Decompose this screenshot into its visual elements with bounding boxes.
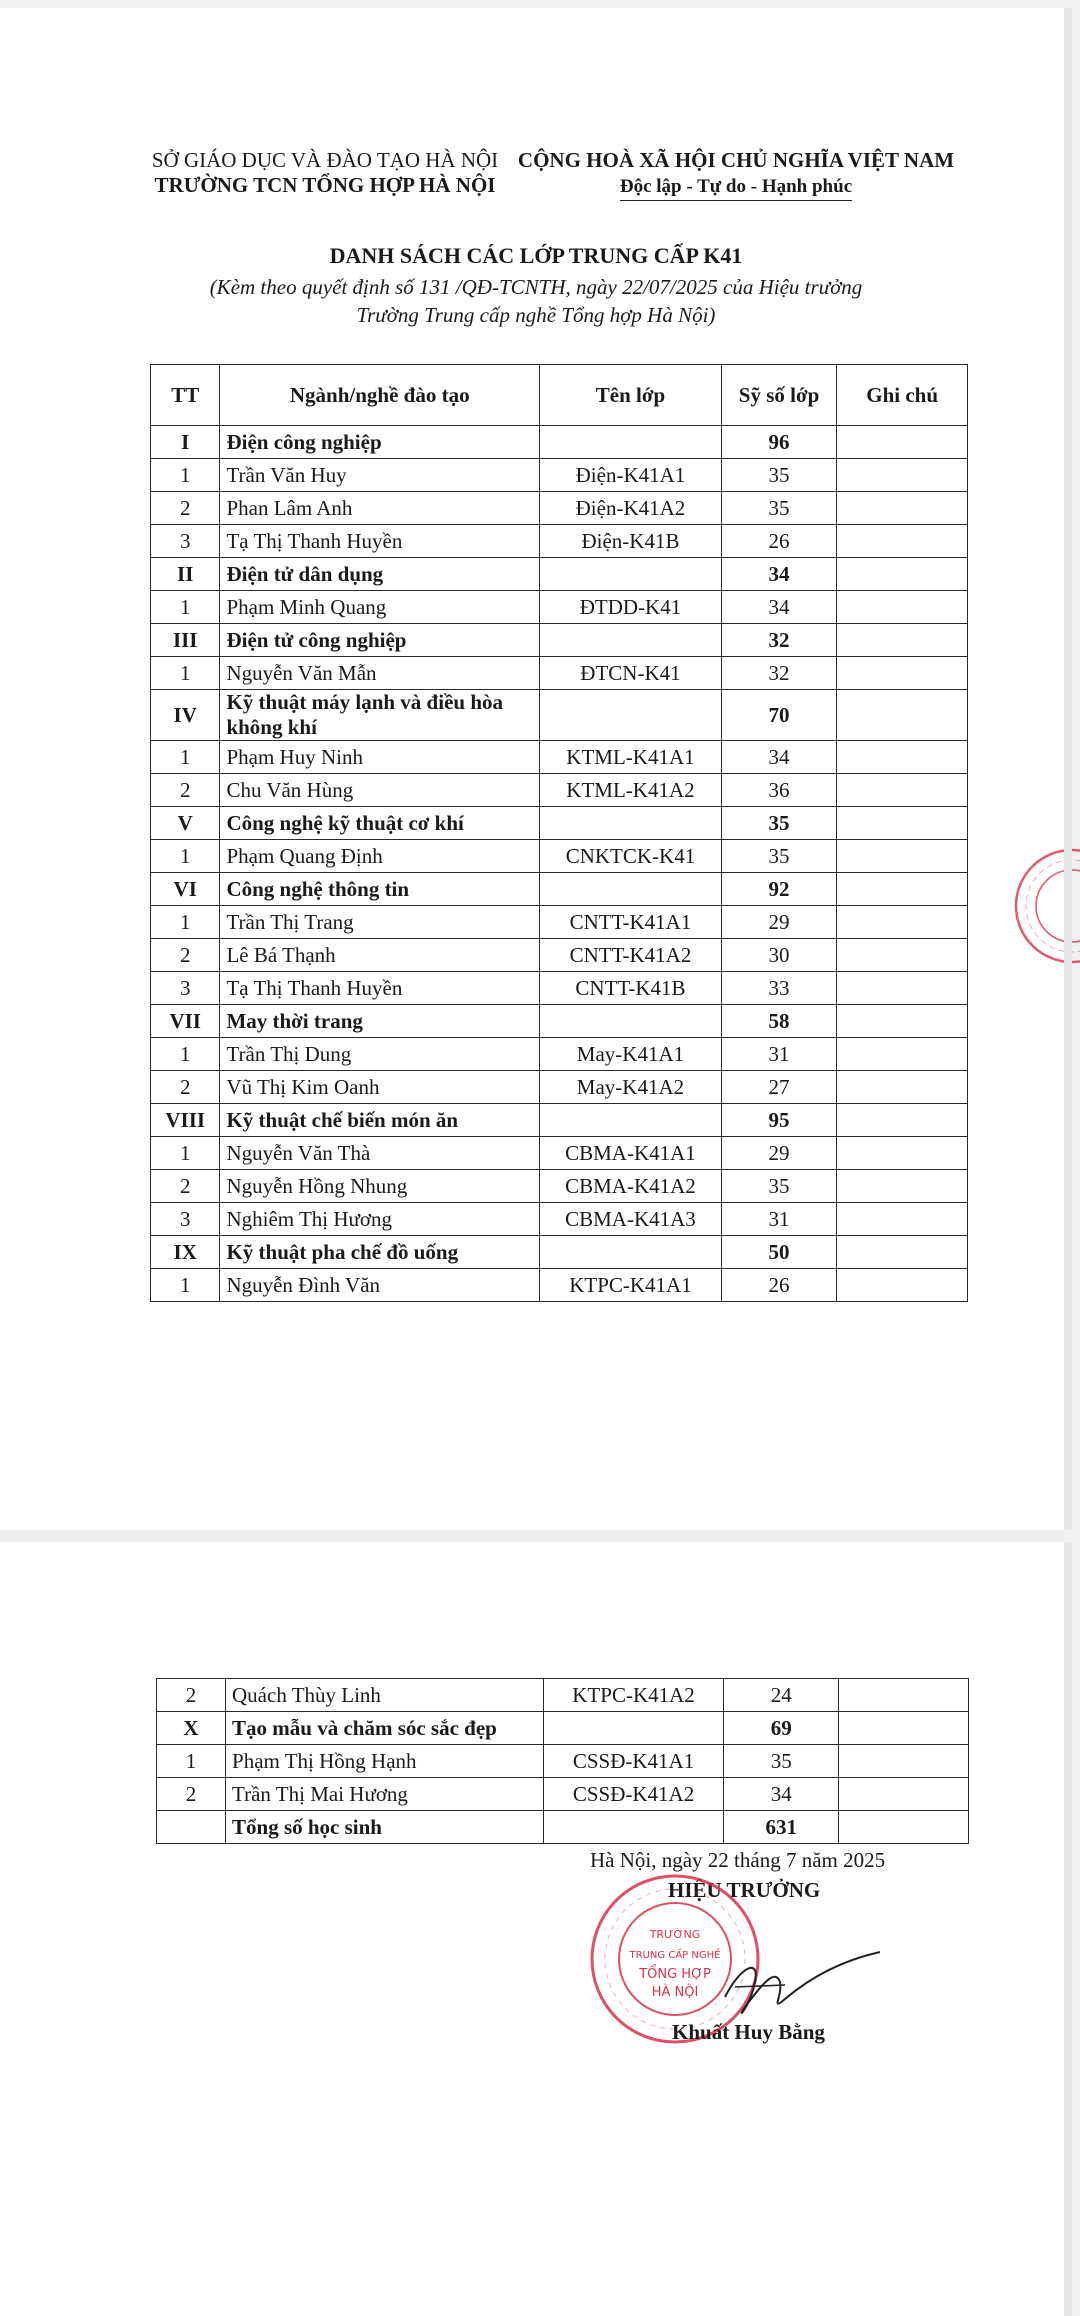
row-name: Nguyễn Văn Mẫn [220,657,540,690]
table-row [151,1071,968,1104]
row-class-size: 35 [721,807,836,840]
row-name: Quách Thùy Linh [226,1679,544,1712]
table-group-row [151,807,968,840]
table-row [151,1137,968,1170]
row-class-size: 34 [724,1778,839,1811]
row-name: Điện tử công nghiệp [220,624,540,657]
row-name: Trần Thị Mai Hương [226,1778,544,1811]
row-number: 2 [151,1170,220,1203]
header-class-size: Sỹ số lớp [721,365,836,426]
row-class-size: 27 [721,1071,836,1104]
table-row [151,492,968,525]
row-name: Công nghệ thông tin [220,873,540,906]
school-name: TRƯỜNG TCN TỔNG HỢP HÀ NỘI [154,173,496,197]
row-name: Phạm Thị Hồng Hạnh [226,1745,544,1778]
row-number: 3 [151,525,220,558]
row-number: 1 [151,459,220,492]
row-class-name: ĐTDD-K41 [540,591,722,624]
table-row [151,1038,968,1071]
row-note [837,657,968,690]
row-note [839,1778,969,1811]
row-class-size: 29 [721,1137,836,1170]
row-number: 1 [151,741,220,774]
row-number: 1 [151,906,220,939]
row-class-name: CSSĐ-K41A2 [543,1778,724,1811]
row-class-size: 32 [721,657,836,690]
row-class-size: 70 [721,690,836,741]
document-page-2 [0,1542,1072,2316]
row-name: Trần Thị Dung [220,1038,540,1071]
row-note [837,972,968,1005]
table-body-continued [157,1679,969,1844]
row-number: 2 [151,492,220,525]
subtitle-line-2: Trường Trung cấp nghề Tổng hợp Hà Nội) [356,303,716,327]
row-class-name: CBMA-K41A2 [540,1170,722,1203]
row-class-name [540,1236,722,1269]
national-motto: Độc lập - Tự do - Hạnh phúc [620,174,852,201]
row-name: Trần Văn Huy [220,459,540,492]
row-class-name [543,1811,724,1844]
row-note [837,873,968,906]
row-class-name [540,873,722,906]
seal-line-4: HÀ NỘI [651,1985,699,2000]
table-row [151,906,968,939]
row-name: Chu Văn Hùng [220,774,540,807]
row-class-name [540,690,722,741]
table-row [157,1679,969,1712]
page-edge [1064,1542,1072,2316]
row-class-size: 26 [721,525,836,558]
document-title: DANH SÁCH CÁC LỚP TRUNG CẤP K41 [329,243,743,268]
row-class-name: Điện-K41B [540,525,722,558]
table-row [151,939,968,972]
row-class-name: ĐTCN-K41 [540,657,722,690]
row-class-size: 50 [721,1236,836,1269]
table-row [151,1203,968,1236]
header-left [150,148,500,198]
header-right [516,148,956,201]
signer-title: HIỆU TRƯỞNG [668,1878,821,1902]
row-class-size: 29 [721,906,836,939]
row-number: VII [151,1005,220,1038]
row-class-name: CBMA-K41A1 [540,1137,722,1170]
seal-line-1: TRƯỜNG [649,1928,701,1941]
row-number: I [151,426,220,459]
row-number: 1 [151,840,220,873]
row-number: 2 [151,774,220,807]
row-number: X [157,1712,226,1745]
row-class-name [540,807,722,840]
row-name: Kỹ thuật máy lạnh và điều hòa không khí [220,690,540,741]
row-name: Nguyễn Hồng Nhung [220,1170,540,1203]
row-number: VIII [151,1104,220,1137]
row-class-size: 35 [724,1745,839,1778]
row-class-size: 58 [721,1005,836,1038]
row-class-size: 31 [721,1038,836,1071]
table-group-row [151,873,968,906]
class-list-table-continued [156,1678,969,1844]
row-class-name: CNTT-K41B [540,972,722,1005]
row-name: Phạm Huy Ninh [220,741,540,774]
seal-line-3: TỔNG HỢP [639,1967,711,1982]
row-class-name: KTML-K41A1 [540,741,722,774]
row-class-size: 34 [721,558,836,591]
row-number: IX [151,1236,220,1269]
row-note [837,1071,968,1104]
row-note [837,558,968,591]
table-group-row [151,1005,968,1038]
row-class-name [540,426,722,459]
row-note [837,1137,968,1170]
row-number: 1 [151,591,220,624]
row-note [837,690,968,741]
row-note [837,1005,968,1038]
row-class-size: 32 [721,624,836,657]
row-class-size: 34 [721,591,836,624]
row-class-name: CSSĐ-K41A1 [543,1745,724,1778]
table-row [157,1778,969,1811]
row-number: 2 [157,1679,226,1712]
row-note [837,1203,968,1236]
row-note [837,459,968,492]
row-number: 3 [151,1203,220,1236]
row-name: Lê Bá Thạnh [220,939,540,972]
row-class-name [540,558,722,591]
row-number: 1 [151,1137,220,1170]
row-class-size: 35 [721,840,836,873]
row-note [837,1104,968,1137]
header-tt: TT [151,365,220,426]
row-note [837,426,968,459]
row-note [839,1745,969,1778]
row-class-size: 33 [721,972,836,1005]
row-note [837,906,968,939]
row-number: 3 [151,972,220,1005]
table-row [151,774,968,807]
row-class-size: 24 [724,1679,839,1712]
header-major: Ngành/nghề đào tạo [220,365,540,426]
row-note [837,1269,968,1302]
class-list-table [150,364,968,1302]
row-note [837,1170,968,1203]
row-note [839,1811,969,1844]
table-group-row [151,558,968,591]
seal-line-2: TRUNG CẤP NGHỀ [629,1950,721,1961]
row-number: V [151,807,220,840]
row-note [837,741,968,774]
row-number: 1 [157,1745,226,1778]
row-class-size: 30 [721,939,836,972]
row-number: II [151,558,220,591]
table-group-row [151,1104,968,1137]
table-group-row [157,1811,969,1844]
row-note [839,1712,969,1745]
row-class-name [540,1005,722,1038]
table-group-row [151,624,968,657]
row-name: Trần Thị Trang [220,906,540,939]
header-class-name: Tên lớp [540,365,722,426]
table-body [151,426,968,1302]
document-subtitle [0,273,1072,329]
signer-name: Khuất Huy Bằng [672,2020,825,2044]
row-name: Phạm Minh Quang [220,591,540,624]
row-class-name: KTPC-K41A1 [540,1269,722,1302]
row-number: 1 [151,657,220,690]
row-number: IV [151,690,220,741]
row-name: May thời trang [220,1005,540,1038]
row-note [837,624,968,657]
table-row [151,1269,968,1302]
row-name: Kỹ thuật chế biến món ăn [220,1104,540,1137]
table-row [151,972,968,1005]
row-note [837,1038,968,1071]
row-class-name: CNKTCK-K41 [540,840,722,873]
department-name: SỞ GIÁO DỤC VÀ ĐÀO TẠO HÀ NỘI [151,148,499,172]
table-row [151,591,968,624]
table-row [151,459,968,492]
row-class-name [543,1712,724,1745]
row-class-size: 35 [721,459,836,492]
row-class-size: 631 [724,1811,839,1844]
row-name: Phan Lâm Anh [220,492,540,525]
row-number: 2 [151,939,220,972]
row-number: 1 [151,1269,220,1302]
row-class-name: KTML-K41A2 [540,774,722,807]
table-row [151,525,968,558]
document-page-1 [0,8,1072,1530]
place-and-date: Hà Nội, ngày 22 tháng 7 năm 2025 [590,1848,886,1872]
table-row [151,741,968,774]
row-class-name: KTPC-K41A2 [543,1679,724,1712]
table-row [151,657,968,690]
row-name: Công nghệ kỹ thuật cơ khí [220,807,540,840]
row-name: Điện tử dân dụng [220,558,540,591]
row-note [837,591,968,624]
row-name: Tạ Thị Thanh Huyền [220,972,540,1005]
row-class-size: 92 [721,873,836,906]
row-note [837,492,968,525]
row-name: Phạm Quang Định [220,840,540,873]
row-class-name [540,1104,722,1137]
row-class-name: CBMA-K41A3 [540,1203,722,1236]
row-class-size: 35 [721,492,836,525]
row-number: VI [151,873,220,906]
row-note [837,774,968,807]
row-class-name [540,624,722,657]
table-row [151,1170,968,1203]
row-name: Tổng số học sinh [226,1811,544,1844]
row-name: Tạ Thị Thanh Huyền [220,525,540,558]
table-row [151,840,968,873]
row-name: Vũ Thị Kim Oanh [220,1071,540,1104]
table-group-row [157,1712,969,1745]
row-name: Nguyễn Đình Văn [220,1269,540,1302]
row-note [837,939,968,972]
row-class-name: Điện-K41A2 [540,492,722,525]
page-edge [1064,8,1072,1530]
national-title: CỘNG HOÀ XÃ HỘI CHỦ NGHĨA VIỆT NAM [517,148,955,172]
table-group-row [151,1236,968,1269]
row-name: Nguyễn Văn Thà [220,1137,540,1170]
row-name: Kỹ thuật pha chế đồ uống [220,1236,540,1269]
row-class-size: 34 [721,741,836,774]
row-note [837,840,968,873]
row-class-size: 95 [721,1104,836,1137]
row-class-size: 35 [721,1170,836,1203]
row-class-name: May-K41A2 [540,1071,722,1104]
row-number: 1 [151,1038,220,1071]
row-note [837,807,968,840]
row-class-size: 31 [721,1203,836,1236]
row-number: 2 [151,1071,220,1104]
row-number: III [151,624,220,657]
row-name: Tạo mẫu và chăm sóc sắc đẹp [226,1712,544,1745]
row-name: Điện công nghiệp [220,426,540,459]
header-note: Ghi chú [837,365,968,426]
row-note [837,1236,968,1269]
row-class-size: 69 [724,1712,839,1745]
table-group-row [151,690,968,741]
table-header-row [151,365,968,426]
table-group-row [151,426,968,459]
row-note [837,525,968,558]
row-class-name: May-K41A1 [540,1038,722,1071]
row-class-name: CNTT-K41A1 [540,906,722,939]
row-class-size: 36 [721,774,836,807]
row-class-name: CNTT-K41A2 [540,939,722,972]
row-class-size: 26 [721,1269,836,1302]
row-note [839,1679,969,1712]
row-number: 2 [157,1778,226,1811]
table-row [157,1745,969,1778]
row-class-name: Điện-K41A1 [540,459,722,492]
subtitle-line-1: (Kèm theo quyết định số 131 /QĐ-TCNTH, ngày 22/07/2025 của Hiệu trưởng [209,275,863,299]
row-name: Nghiêm Thị Hương [220,1203,540,1236]
row-number [157,1811,226,1844]
row-class-size: 96 [721,426,836,459]
